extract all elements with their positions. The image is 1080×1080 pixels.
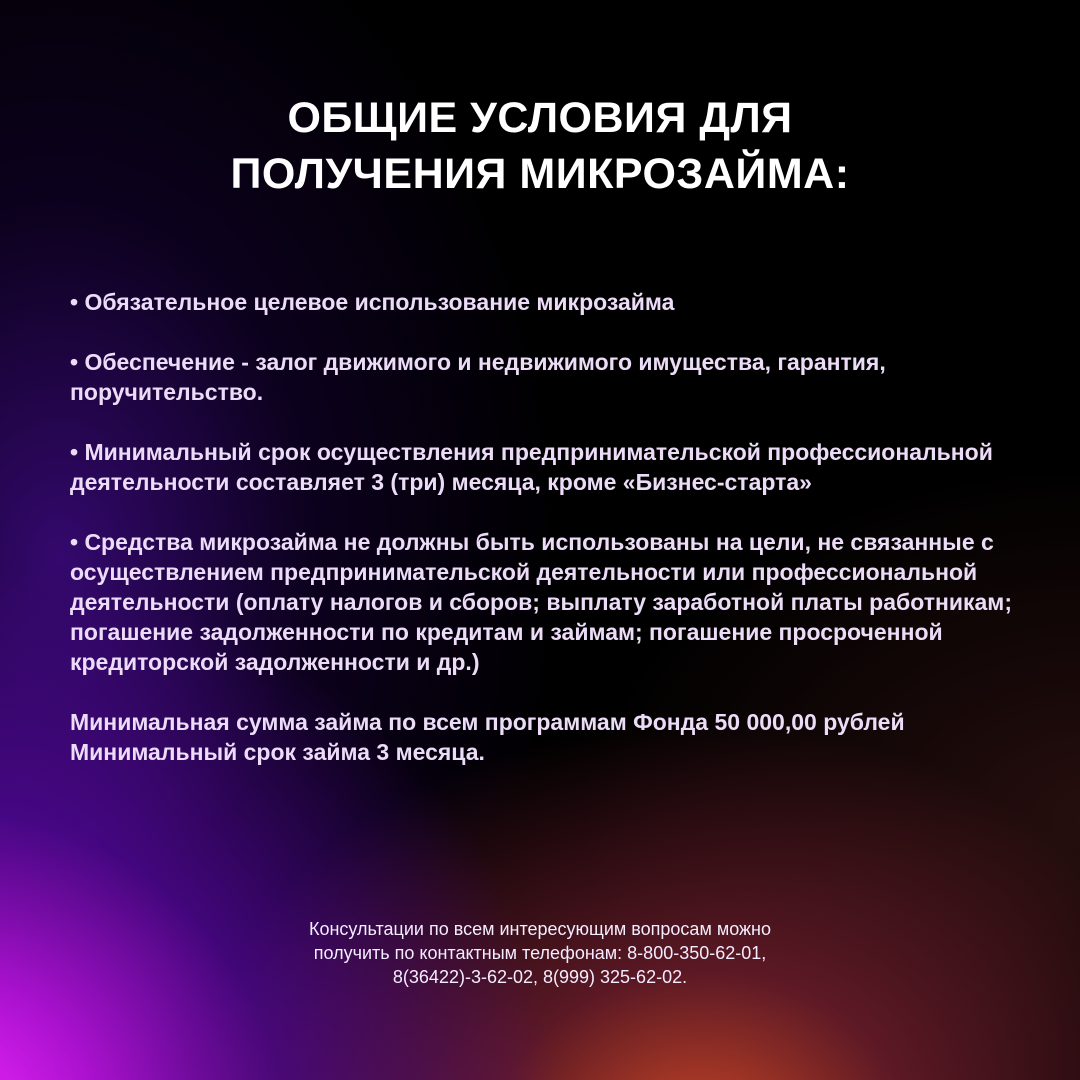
condition-item-purpose: • Обязательное целевое использование микрозайма	[70, 289, 675, 315]
condition-item-min-activity-term: • Минимальный срок осуществления предпринимательской профессиональной деятельности составляет 3 (три) месяца, кроме «Бизнес-старта»	[70, 439, 993, 495]
page-title-line-2: ПОЛУЧЕНИЯ МИКРОЗАЙМА:	[230, 150, 850, 198]
page-title-line-1: ОБЩИЕ УСЛОВИЯ ДЛЯ	[287, 94, 793, 142]
footer-line-3: 8(36422)-3-62-02, 8(999) 325-62-02.	[392, 967, 688, 987]
condition-item-restrictions: • Средства микрозайма не должны быть использованы на цели, не связанные с осуществлением предпринимательской деятельности или профессиональной деятельности (оплату налогов и сборов; выплату заработной платы работникам; погашение задолженности по кредитам и займам; погашение просроченной кредиторской задолженности и др.)	[70, 529, 1012, 675]
min-loan-amount: Минимальная сумма займа по всем программам Фонда 50 000,00 рублей	[70, 709, 905, 735]
page-title	[0, 90, 1080, 202]
contact-footer	[0, 917, 1080, 989]
condition-item-collateral: • Обеспечение - залог движимого и недвижимого имущества, гарантия, поручительство.	[70, 349, 886, 405]
conditions-list	[70, 287, 1020, 767]
footer-line-1: Консультации по всем интересующим вопросам можно	[308, 919, 771, 939]
min-loan-term: Минимальный срок займа 3 месяца.	[70, 739, 485, 765]
footer-line-2: получить по контактным телефонам: 8-800-350-62-01,	[313, 943, 767, 963]
